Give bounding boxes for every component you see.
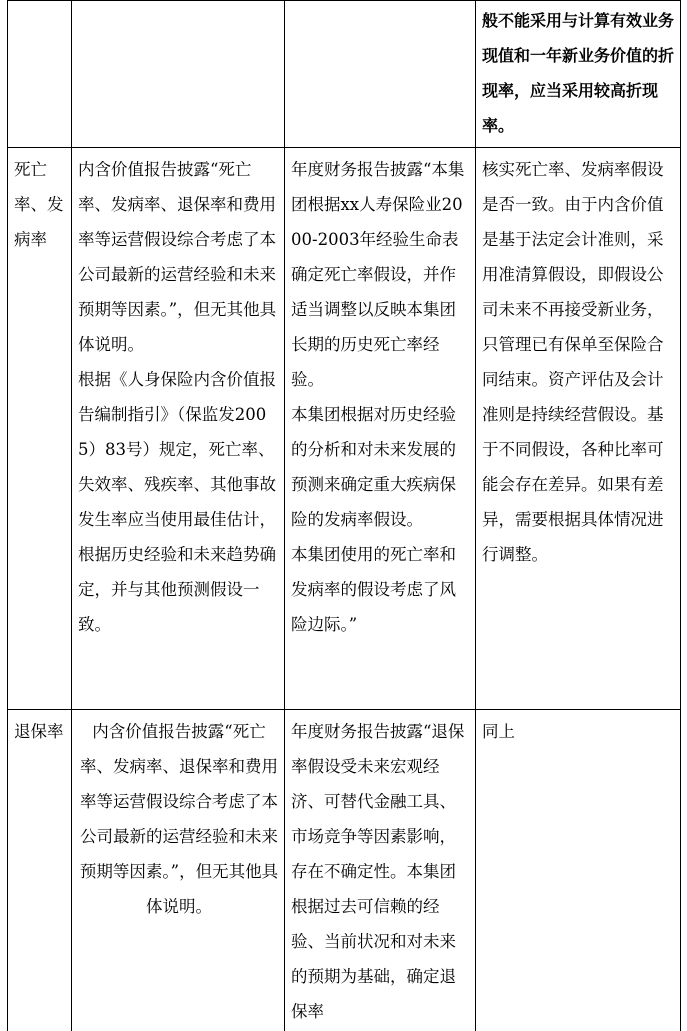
embedded-value-cell (72, 1, 285, 148)
table-row (8, 1, 681, 148)
annual-report-text: 本集团使用的死亡率和发病率的假设考虑了风险边际。” (291, 537, 471, 642)
embedded-value-cell (72, 148, 285, 710)
guideline-text: 根据《人身保险内含价值报告编制指引》（保监发2005）83号）规定，死亡率、失效率、残疾率、其他事故发生率应当使用最佳估计，根据历史经验和未来趋势确定，并与其他预测假设一致。 (78, 362, 280, 642)
assumption-comparison-table (7, 0, 681, 1031)
embedded-value-cell (72, 710, 285, 1031)
annual-report-text: 年度财务报告披露“退保率假设受未来宏观经济、可替代金融工具、市场竞争等因素影响，存在不确定性。本集团根据过去可信赖的经验、当前状况和对未来的预期为基础，确定退保率 (291, 714, 471, 1029)
embedded-value-text: 内含价值报告披露“死亡率、发病率、退保率和费用率等运营假设综合考虑了本公司最新的运营经验和未来预期等因素。”，但无其他具体说明。 (78, 714, 280, 924)
verification-text: 同上 (482, 714, 676, 749)
verification-text: 核实死亡率、发病率假设是否一致。由于内含价值是基于法定会计准则，采用准清算假设，即假设公司未来不再接受新业务，只管理已有保单至保险合同结束。资产评估及会计准则是持续经营假设。基于不同假设，各种比率可能会存在差异。如果有差异，需要根据具体情况进行调整。 (482, 152, 676, 572)
category-cell (8, 148, 72, 710)
annual-report-cell (285, 148, 476, 710)
category-cell (8, 710, 72, 1031)
annual-report-cell (285, 1, 476, 148)
verification-cell (476, 710, 681, 1031)
annual-report-text: 年度财务报告披露“本集团根据xx人寿保险业2000-2003年经验生命表确定死亡率假设，并作适当调整以反映本集团长期的历史死亡率经验。 (291, 152, 471, 397)
category-label: 死亡率、发病率 (14, 152, 67, 257)
table-row (8, 710, 681, 1031)
category-cell (8, 1, 72, 148)
annual-report-cell (285, 710, 476, 1031)
annual-report-text: 本集团根据对历史经验的分析和对未来发展的预测来确定重大疾病保险的发病率假设。 (291, 397, 471, 537)
verification-cell (476, 148, 681, 710)
verification-cell (476, 1, 681, 148)
discount-rate-note: 般不能采用与计算有效业务现值和一年新业务价值的折现率，应当采用较高折现率。 (482, 3, 676, 143)
category-label: 退保率 (14, 714, 67, 749)
embedded-value-text: 内含价值报告披露“死亡率、发病率、退保率和费用率等运营假设综合考虑了本公司最新的运营经验和未来预期等因素。”，但无其他具体说明。 (78, 152, 280, 362)
table-row (8, 148, 681, 710)
